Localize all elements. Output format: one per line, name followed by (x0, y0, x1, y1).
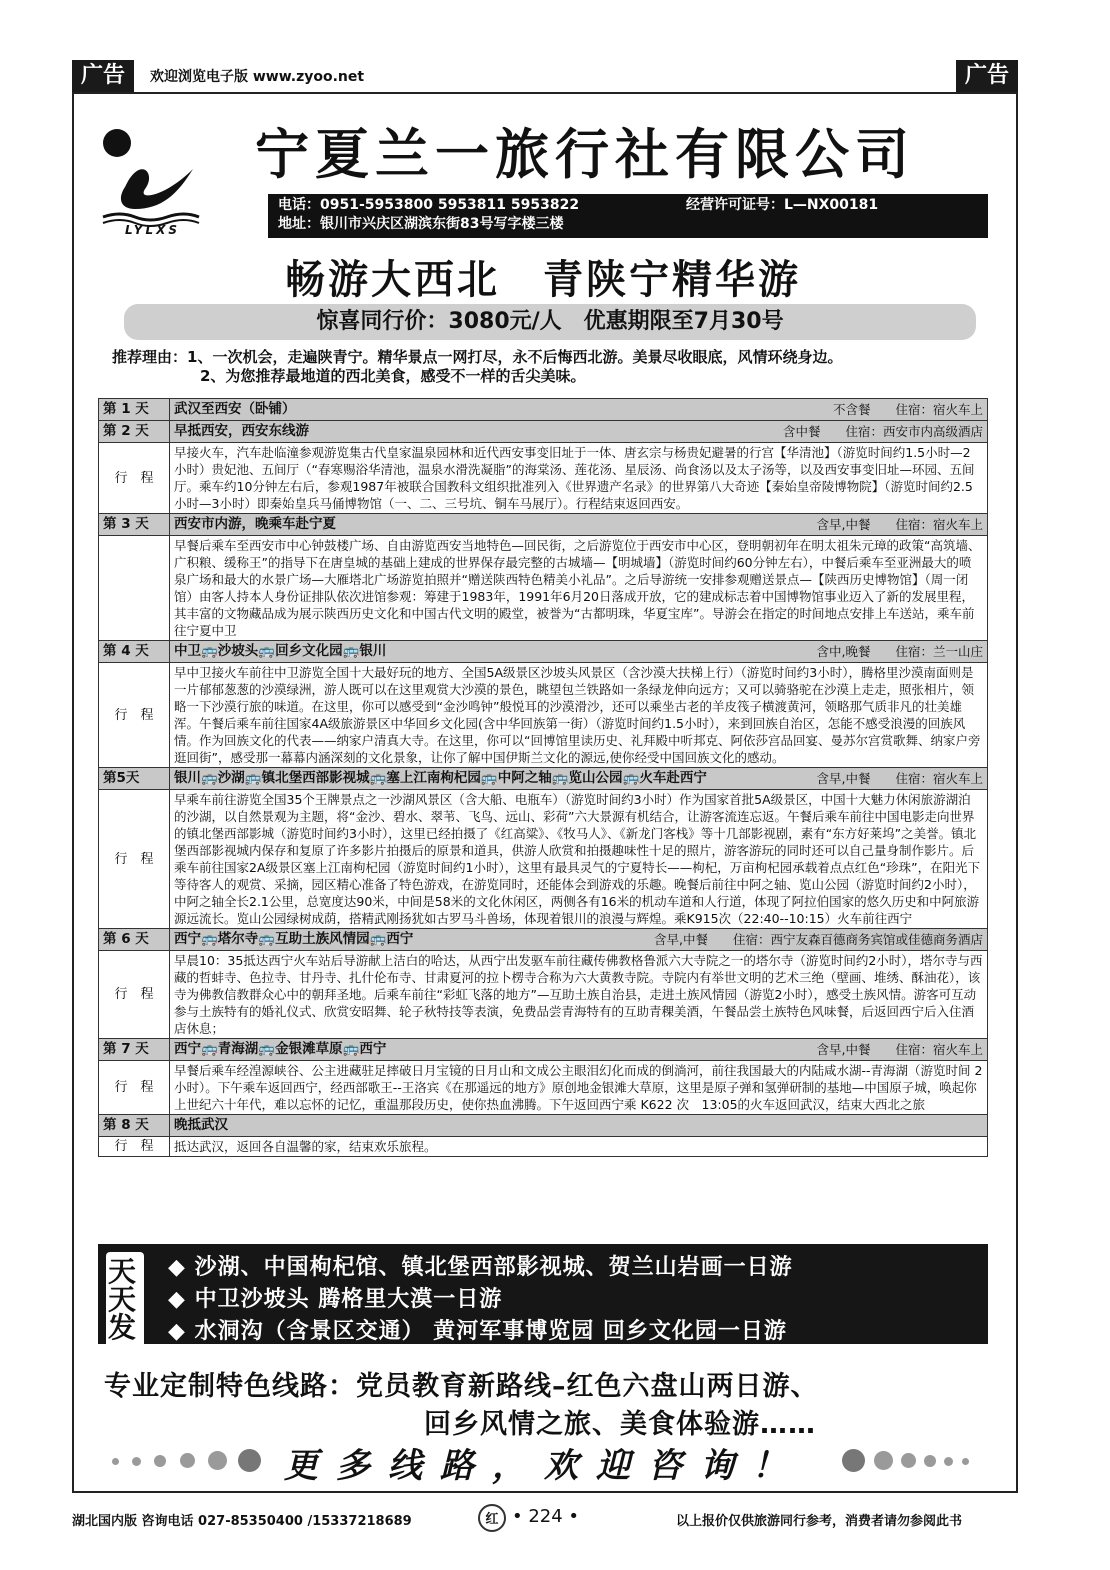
day-info (816, 1040, 983, 1059)
company-name: 宁夏兰一旅行社有限公司 (255, 123, 915, 186)
dot-decoration (924, 1455, 936, 1467)
footer-badge: 红 (478, 1504, 506, 1532)
footer-contact: 湖北国内版 咨询电话 027-85350400 /15337218689 (72, 1514, 412, 1529)
headline: 畅游大西北 青陕宁精华游 (285, 257, 801, 303)
day-detail-text: 早晨10：35抵达西宁火车站后导游献上洁白的哈达，从西宁出发驱车前往藏传佛教格鲁派六大寺院之一的塔尔寺（游览时间约2小时），塔尔寺与西藏的哲蚌寺、色拉寺、甘丹寺、扎什伦布寺、甘肃夏河的拉卜楞寺合称为六大黄教寺院。寺院内有举世文明的艺术三绝（壁画、堆绣、酥油花），该寺为佛教信教群众心中的朝拜圣地。后乘车前往“彩虹飞落的地方”—互助土族自治县，走进土族风情园（游览2小时），感受土族风情。游客可互动参与土族特有的婚礼仪式、欣赏安昭舞、轮子秋特技等表演，免费品尝青海特有的互助青稞美酒，午餐品尝土族特色风味餐，后返回西宁后入住酒店休息； (170, 951, 988, 1039)
ad-label-right: 广告 (956, 60, 1018, 92)
day-label: 第 7 天 (99, 1039, 170, 1061)
day-detail-text: 早餐后乘车至西安市中心钟鼓楼广场、自由游览西安当地特色—回民街，之后游览位于西安市中心区，登明朝初年在明太祖朱元璋的政策“高筑墙、广积粮、缓称王”的指导下在唐皇城的基础上建成的世界保存最完整的古城墙—【明城墙】（游览时间约60分钟左右），中餐后乘车至亚洲最大的喷泉广场和最大的水景广场—大雁塔北广场游览拍照并“赠送陕西特色精美小礼品”。之后导游统一安排参观赠送景点—【陕西历史博物馆】（周一闭馆）由客人持本人身份证排队依次进馆参观：筹建于1983年，1991年6月20日落成开放，它的建成标志着中国博物馆事业迈入了新的发展里程，其丰富的文物藏品成为展示陕西历史文化和中国古代文明的殿堂，被誉为“古都明珠，华夏宝库”。导游会在指定的时间地点安排上车送站，乘车前往宁夏中卫 (170, 536, 988, 641)
dot-decoration (944, 1457, 953, 1466)
day-title: 西宁🚌青海湖🚌金银滩草原🚌西宁 (174, 1041, 387, 1057)
day-title-cell (170, 1039, 988, 1061)
day-title-cell (170, 1115, 988, 1137)
day-header-row (99, 1115, 988, 1137)
company-address: 地址：银川市兴庆区湖滨东街83号写字楼三楼 (278, 216, 564, 232)
dot-decoration (112, 1458, 119, 1465)
dot-decoration (962, 1458, 969, 1465)
day-detail-row (99, 1061, 988, 1115)
day-detail-row (99, 790, 988, 929)
day-detail-text: 抵达武汉，返回各自温馨的家，结束欢乐旅程。 (170, 1137, 988, 1157)
day-label: 第 8 天 (99, 1115, 170, 1137)
day-header-row (99, 399, 988, 421)
day-header-row (99, 929, 988, 951)
daily-departures-panel (98, 1244, 988, 1344)
day-label: 第 4 天 (99, 641, 170, 663)
day-title-cell (170, 768, 988, 790)
day-meals: 含早,中餐 (653, 932, 708, 947)
day-meals: 含中,晚餐 (816, 644, 871, 659)
day-header-row (99, 1039, 988, 1061)
day-info (783, 422, 983, 441)
day-title-cell (170, 421, 988, 443)
more-routes-row (98, 1440, 988, 1484)
dot-decoration (238, 1449, 261, 1472)
day-detail-label: 行 程 (99, 443, 170, 514)
recommend-reason-1: 推荐理由：1、一次机会，走遍陕青宁。精华景点一网打尽，永不后悔西北游。美景尽收眼底，风情环绕身边。 (112, 348, 843, 366)
day-title: 西宁🚌塔尔寺🚌互助土族风情园🚌西宁 (174, 931, 414, 947)
day-title-cell (170, 399, 988, 421)
day-detail-label: 行 程 (99, 1137, 170, 1157)
day-detail-text: 早餐后乘车经湟源峡谷、公主进藏驻足摔破日月宝镜的日月山和文成公主眼泪幻化而成的倒淌河，前往我国最大的内陆咸水湖--青海湖（游览时间 2 小时）。下午乘车返回西宁，经西部歌王--王洛宾《在那遥远的地方》原创地金银滩大草原，这里是原子弹和氢弹研制的基地—中国原子城，唤起你上世纪六十年代，难以忘怀的记忆，重温那段历史，使你热血沸腾。下午返回西宁乘 K622 次 13:05的火车返回武汉，结束大西北之旅 (170, 1061, 988, 1115)
day-stay: 住宿：兰一山庄 (895, 644, 983, 659)
special-routes-line-2: 回乡风情之旅、美食体验游…… (424, 1409, 816, 1440)
day-label: 第 6 天 (99, 929, 170, 951)
day-stay: 住宿：西宁友森百德商务宾馆或佳德商务酒店 (732, 932, 983, 947)
day-detail-label: 行 程 (99, 1061, 170, 1115)
day-title: 早抵西安，西安东线游 (174, 423, 309, 439)
daily-line-3: ◆ 水洞沟（含景区交通） 黄河军事博览园 回乡文化园一日游 (168, 1319, 787, 1344)
itinerary-table (98, 398, 988, 1157)
daily-line-2: ◆ 中卫沙坡头 腾格里大漠一日游 (168, 1287, 503, 1312)
day-info (958, 1116, 983, 1135)
company-phone: 电话：0951-5953800 5953811 5953822 (278, 197, 580, 213)
day-detail-row (99, 1137, 988, 1157)
company-license: 经营许可证号：L—NX00181 (686, 197, 879, 213)
day-title: 银川🚌沙湖🚌镇北堡西部影视城🚌塞上江南枸杞园🚌中阿之轴🚌览山公园🚌火车赴西宁 (174, 770, 707, 786)
day-title: 武汉至西安（卧铺） (174, 401, 296, 417)
welcome-text: 欢迎浏览电子版 www.zyoo.net (150, 69, 365, 85)
day-title: 晚抵武汉 (174, 1117, 228, 1133)
day-meals: 不含餐 (832, 402, 871, 417)
day-detail-row (99, 663, 988, 768)
day-detail-label: 行 程 (99, 663, 170, 768)
day-detail-label: 行 程 (99, 790, 170, 929)
day-detail-label (99, 536, 170, 641)
day-label: 第 1 天 (99, 399, 170, 421)
price-banner: 惊喜同行价：3080元/人 优惠期限至7月30号 (124, 304, 976, 340)
day-meals: 含早,中餐 (816, 517, 871, 532)
day-detail-label: 行 程 (99, 951, 170, 1039)
day-header-row (99, 641, 988, 663)
day-stay: 住宿：宿火车上 (895, 517, 983, 532)
logo-icon (95, 125, 205, 235)
company-info-bar (268, 194, 988, 238)
dot-decoration (132, 1457, 141, 1466)
day-stay: 住宿：西安市内高级酒店 (845, 424, 983, 439)
day-label: 第 2 天 (99, 421, 170, 443)
day-stay: 住宿：宿火车上 (895, 771, 983, 786)
day-meals: 含中餐 (782, 424, 821, 439)
day-label: 第5天 (99, 768, 170, 790)
day-header-row (99, 421, 988, 443)
day-title: 中卫🚌沙坡头🚌回乡文化园🚌银川 (174, 643, 387, 659)
company-logo (95, 125, 205, 235)
day-title-cell (170, 641, 988, 663)
day-info (816, 515, 983, 534)
dot-decoration (874, 1451, 893, 1470)
day-detail-row (99, 536, 988, 641)
day-info (816, 642, 983, 661)
day-info (654, 930, 983, 949)
page-number: • 224 • (512, 1506, 580, 1527)
special-routes-line-1: 专业定制特色线路：党员教育新路线–红色六盘山两日游、 (104, 1371, 819, 1402)
dot-decoration (180, 1453, 195, 1468)
day-header-row (99, 768, 988, 790)
day-title-cell (170, 929, 988, 951)
day-stay: 住宿：宿火车上 (895, 402, 983, 417)
dot-decoration (154, 1455, 166, 1467)
ad-label-left: 广告 (72, 60, 134, 92)
day-title: 西安市内游，晚乘车赴宁夏 (174, 516, 336, 532)
day-detail-row (99, 443, 988, 514)
recommend-reason-2: 2、为您推荐最地道的西北美食，感受不一样的舌尖美味。 (200, 367, 586, 385)
day-detail-text: 早乘车前往游览全国35个王牌景点之一沙湖风景区（含大船、电瓶车）（游览时间约3小时）作为国家首批5A级景区，中国十大魅力休闲旅游湖泊的沙湖，以自然景观为主题，将“金沙、碧水、翠苇、飞鸟、远山、彩荷”六大景源有机结合，让游客流连忘返。午餐后乘车前往中国电影走向世界的镇北堡西部影城（游览时间约3小时），这里已经拍摄了《红高粱》、《牧马人》、《新龙门客栈》等十几部影视剧，素有“东方好莱坞”之美誉。镇北堡西部影视城内保存和复原了许多影片拍摄后的原景和道具，供游人欣赏和拍摄趣味性十足的照片，游客游玩的同时还可以自己量身制作影片。后乘车前往国家2A级景区塞上江南枸杞园（游览时间约1小时），这里有最具灵气的宁夏特长——枸杞，万亩枸杞园承载着点点红色“珍珠”，在阳光下等待客人的观赏、采摘，园区精心准备了特色游戏，在游览同时，还能体会到游戏的乐趣。晚餐后前往中阿之轴、览山公园（游览时间约2小时），中阿之轴全长2.1公里，总宽度达90米，中间是58米的文化休闲区，两侧各有16米的机动车道和人行道，体现了阿拉伯国家的悠久历史和中阿旅游源远流长。览山公园绿树成荫，搭精武刚扬犹如古罗马斗兽场，体现着银川的浪漫与辉煌。乘K915次（22:40--10:15）火车前往西宁 (170, 790, 988, 929)
day-info (833, 400, 983, 419)
dot-decoration (901, 1453, 916, 1468)
day-meals: 含早,中餐 (816, 1042, 871, 1057)
logo-text: LYLXS (125, 223, 181, 237)
day-stay: 住宿：宿火车上 (895, 1042, 983, 1057)
day-detail-text: 早接火车，汽车赴临潼参观游览集古代皇家温泉园林和近代西安事变旧址于一体、唐玄宗与杨贵妃避暑的行宫【华清池】（游览时间约1.5小时—2小时）贵妃池、五间厅（“春寒赐浴华清池，温泉水滑洗凝脂”的海棠汤、莲花汤、星辰汤、尚食汤以及太子汤等，以及西安事变旧址—环园、五间厅。乘车约10分钟左右后，参观1987年被联合国教科文组织批准列入《世界遗产名录》的世界第八大奇迹【秦始皇帝陵博物院】（游览时间约2.5小时—3小时）即秦始皇兵马俑博物馆（一、二、三号坑、铜车马展厅）。行程结束返回西安。 (170, 443, 988, 514)
day-info (816, 769, 983, 788)
day-header-row (99, 514, 988, 536)
day-label: 第 3 天 (99, 514, 170, 536)
daily-line-1: ◆ 沙湖、中国枸杞馆、镇北堡西部影视城、贺兰山岩画一日游 (168, 1255, 793, 1280)
daily-tag: 天天发 (106, 1252, 144, 1348)
more-routes-text: 更多线路，欢迎咨询！ (284, 1446, 804, 1486)
footer-disclaimer: 以上报价仅供旅游同行参考，消费者请勿参阅此书 (676, 1514, 963, 1529)
day-detail-text: 早中卫接火车前往中卫游览全国十大最好玩的地方、全国5A级景区沙坡头风景区（含沙漠大扶梯上行）（游览时间约3小时），腾格里沙漠南面则是一片郁郁葱葱的沙漠绿洲，游人既可以在这里观赏大沙漠的景色，眺望包兰铁路如一条绿龙伸向远方；又可以骑骆驼在沙漠上走走，照张相片，领略一下沙漠行旅的味道。在这里，你可以感受到“金沙鸣钟”般悦耳的沙漠滑沙，还可以乘坐古老的羊皮筏子横渡黄河，领略那气质非凡的壮美雄浑。午餐后乘车前往国家4A级旅游景区中华回乡文化园(含中华回族第一街）（游览时间约1.5小时），来到回族自治区，怎能不感受浪漫的回族风情。作为回族文化的代表——纳家户清真大寺。在这里，你可以“回博馆里读历史、礼拜殿中听邦克、阿依莎宫品回宴、曼苏尔宫赏歌舞、纳家户旁逛回街”，感受那一幕幕内涵深刻的文化景象，让你了解中国伊斯兰文化的源远,使你经受中国回族文化的感动。 (170, 663, 988, 768)
day-detail-row (99, 951, 988, 1039)
dot-decoration (842, 1449, 865, 1472)
day-title-cell (170, 514, 988, 536)
dot-decoration (208, 1451, 227, 1470)
day-meals: 含早,中餐 (816, 771, 871, 786)
